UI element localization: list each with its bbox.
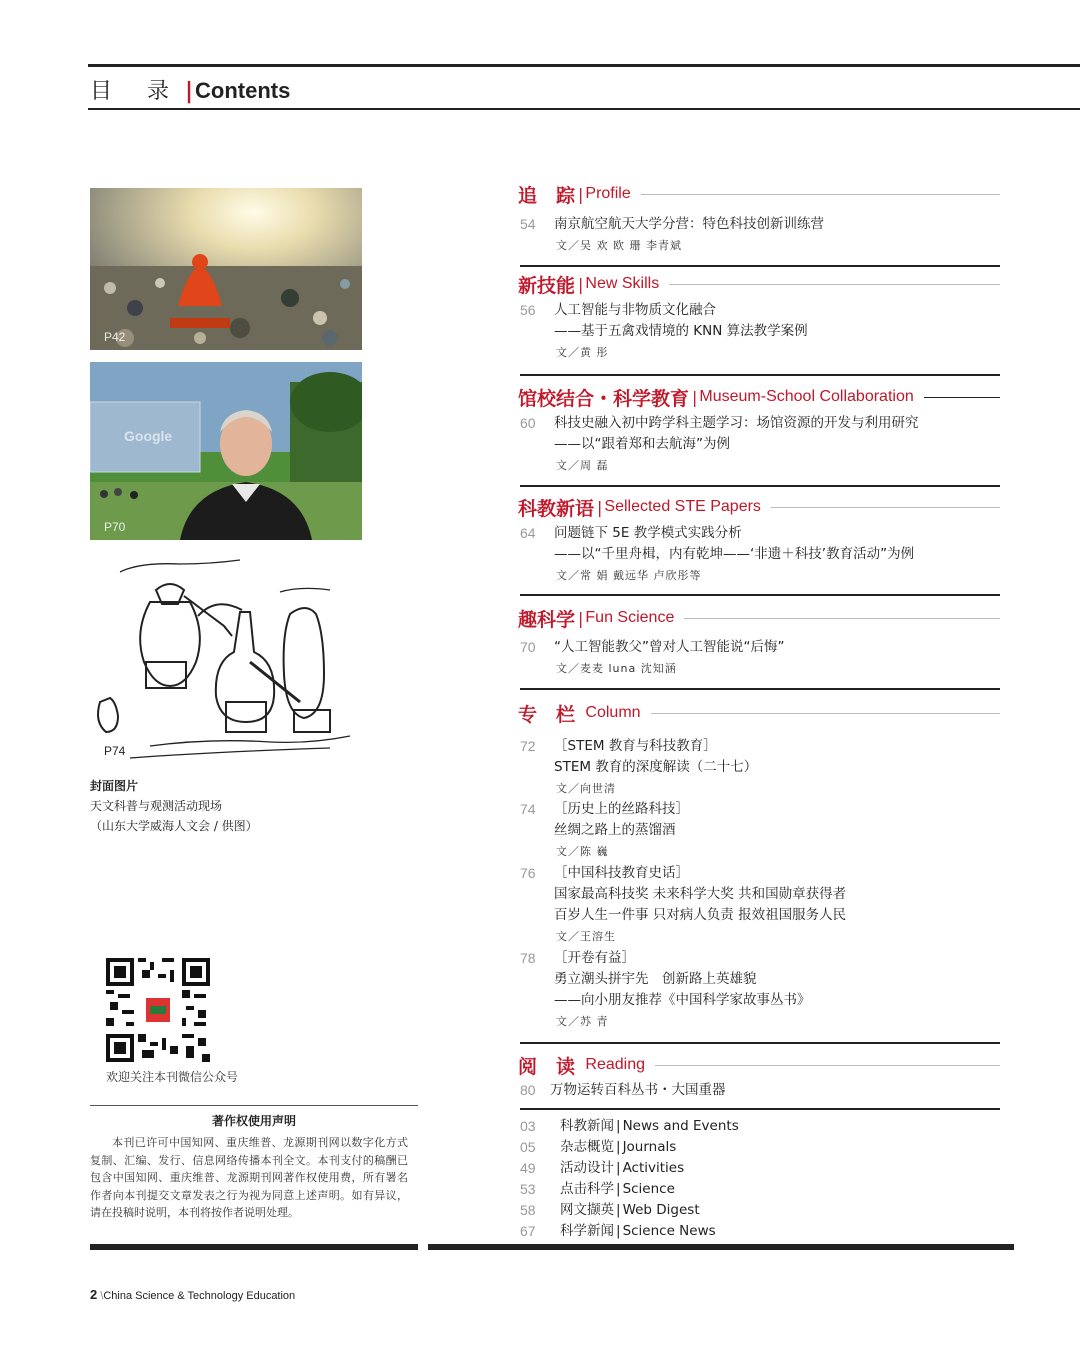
section-cn: 科教新语 <box>518 497 595 520</box>
qr-caption: 欢迎关注本刊微信公众号 <box>106 1070 239 1084</box>
cover-caption <box>90 776 258 836</box>
section-en: Column <box>585 704 641 721</box>
entry-title: “人工智能教父”曾对人工智能说“后悔” <box>554 639 785 655</box>
section-cn: 趣科学 <box>518 608 576 631</box>
bottom-rule-right <box>428 1244 1014 1250</box>
section-rule <box>520 374 1000 376</box>
dept-en: Science News <box>622 1223 716 1239</box>
dept-en: Activities <box>622 1160 685 1176</box>
top-rule <box>88 64 1080 67</box>
entry-subtitle-2: 百岁人生一件事 只对病人负责 报效祖国服务人民 <box>554 907 847 923</box>
page-number: 78 <box>520 950 536 966</box>
section-rule <box>520 1108 1000 1110</box>
section-cn: 馆校结合・科学教育 <box>518 387 690 410</box>
section-profile: 追 踪 | Profile <box>518 181 1000 207</box>
header-rule <box>88 108 1080 110</box>
entry-subtitle: 丝绸之路上的蒸馏酒 <box>554 822 676 838</box>
sign-text: Google <box>124 428 173 444</box>
entry-subtitle: 勇立潮头拼宇先 创新路上英雄貌 <box>554 971 757 987</box>
page-number: 67 <box>520 1223 536 1239</box>
section-ste-papers: 科教新语 | Sellected STE Papers <box>518 494 1000 520</box>
section-rule <box>520 265 1000 267</box>
entry-subtitle: STEM 教育的深度解读（二十七） <box>554 759 758 775</box>
illustration-distillation <box>90 552 362 770</box>
toc-entry[interactable] <box>520 523 1000 586</box>
dept-en: Journals <box>622 1139 677 1155</box>
section-en: New Skills <box>585 275 660 292</box>
dept-item[interactable]: 58 网文撷英 | Web Digest <box>520 1200 1000 1221</box>
section-new-skills: 新技能 | New Skills <box>518 271 1000 297</box>
section-rule <box>520 594 1000 596</box>
footer-journal: China Science & Technology Education <box>103 1290 296 1302</box>
entry-author: 文／陈 巍 <box>556 845 609 858</box>
toc-entry[interactable] <box>520 413 1000 476</box>
entry-title: ［历史上的丝路科技］ <box>554 801 689 817</box>
page-number: 72 <box>520 738 536 754</box>
section-museum-school: 馆校结合・科学教育 | Museum-School Collaboration <box>518 384 1000 410</box>
dept-en: Science <box>622 1181 675 1197</box>
dept-cn: 网文撷英 <box>560 1202 614 1218</box>
dept-cn: 活动设计 <box>560 1160 614 1176</box>
cover-line1: 天文科普与观测活动现场 <box>90 799 223 813</box>
dept-cn: 点击科学 <box>560 1181 614 1197</box>
header-title-en: Contents <box>195 78 291 103</box>
dept-en: Web Digest <box>622 1202 700 1218</box>
photo-tag-p70: P70 <box>104 520 126 534</box>
page-number: 60 <box>520 415 536 431</box>
entry-author: 文／常 娟 戴远华 卢欣彤等 <box>556 569 702 582</box>
footer-page-number: 2 <box>90 1287 98 1302</box>
page-number: 03 <box>520 1118 536 1134</box>
bottom-rule-left <box>90 1244 418 1250</box>
dept-item[interactable]: 49 活动设计 | Activities <box>520 1158 1000 1179</box>
entry-title: ［中国科技教育史话］ <box>554 865 689 881</box>
entry-subtitle: 国家最高科技奖 未来科学大奖 共和国勋章获得者 <box>554 886 847 902</box>
toc-entry[interactable] <box>520 863 1000 947</box>
dept-item[interactable]: 53 点击科学 | Science <box>520 1179 1000 1200</box>
toc-entry[interactable] <box>520 736 1000 799</box>
dept-item[interactable]: 67 科学新闻 | Science News <box>520 1221 1000 1242</box>
section-en: Sellected STE Papers <box>604 498 761 515</box>
dept-item[interactable]: 05 杂志概览 | Journals <box>520 1137 1000 1158</box>
entry-author: 文／苏 青 <box>556 1015 609 1028</box>
page-footer: 2 \China Science & Technology Education <box>90 1287 296 1302</box>
page-number: 58 <box>520 1202 536 1218</box>
page-header <box>90 74 290 105</box>
page-number: 54 <box>520 216 536 232</box>
section-cn: 追 踪 <box>518 184 576 207</box>
entry-author: 文／向世清 <box>556 782 616 795</box>
section-fun-science: 趣科学 | Fun Science <box>518 605 1000 631</box>
cover-heading: 封面图片 <box>90 779 139 793</box>
header-title-cn: 目 录 <box>90 79 183 104</box>
section-en: Fun Science <box>585 609 675 626</box>
page-number: 64 <box>520 525 536 541</box>
page-number: 05 <box>520 1139 536 1155</box>
page-number: 56 <box>520 302 536 318</box>
entry-title: ［开卷有益］ <box>554 950 635 966</box>
entry-author: 文／黄 彤 <box>556 346 609 359</box>
section-reading <box>518 1052 1000 1078</box>
entry-author: 文／王溶生 <box>556 930 616 943</box>
page-number: 49 <box>520 1160 536 1176</box>
header-divider: | <box>185 79 194 104</box>
entry-title: ［STEM 教育与科技教育］ <box>554 738 717 754</box>
photo-portrait <box>90 362 362 540</box>
dept-cn: 科学新闻 <box>560 1223 614 1239</box>
dept-en: News and Events <box>622 1118 739 1134</box>
photo-tag-p74: P74 <box>104 744 126 758</box>
entry-subtitle: ——以“千里舟楫，内有乾坤——‘非遗＋科技’教育活动”为例 <box>554 546 915 562</box>
entry-title: 问题链下 5E 教学模式实践分析 <box>554 525 742 541</box>
page-number: 74 <box>520 801 536 817</box>
entry-title: 万物运转百科丛书・大国重器 <box>550 1082 726 1098</box>
section-en: Profile <box>585 185 631 202</box>
section-cn: 新技能 <box>518 274 576 297</box>
toc-entry[interactable] <box>520 1080 1000 1101</box>
entry-subtitle: ——基于五禽戏情境的 KNN 算法教学案例 <box>554 323 808 339</box>
entry-author: 文／周 磊 <box>556 459 609 472</box>
entry-title: 科技史融入初中跨学科主题学习：场馆资源的开发与利用研究 <box>554 415 919 431</box>
page-number: 53 <box>520 1181 536 1197</box>
cover-line2: （山东大学威海人文会 / 供图） <box>90 819 258 833</box>
entry-author: 文／麦麦 luna 沈知涵 <box>556 662 677 675</box>
section-en: Reading <box>585 1056 646 1073</box>
photo-landfill <box>90 188 362 350</box>
dept-item[interactable]: 03 科教新闻 | News and Events <box>520 1116 1000 1137</box>
toc-entry[interactable] <box>520 300 1000 363</box>
toc-entry[interactable] <box>520 799 1000 862</box>
entry-subtitle-2: ——向小朋友推荐《中国科学家故事丛书》 <box>554 992 811 1008</box>
toc-entry[interactable] <box>520 214 1000 256</box>
entry-subtitle: ——以“跟着郑和去航海”为例 <box>554 436 730 452</box>
section-en: Museum-School Collaboration <box>699 388 914 405</box>
section-column <box>518 700 1000 726</box>
entry-author: 文／吴 欢 欧 珊 李青斌 <box>556 239 682 252</box>
copyright-rule <box>90 1105 418 1106</box>
toc-entry[interactable] <box>520 948 1000 1032</box>
section-rule <box>520 688 1000 690</box>
section-cn: 专 栏 <box>518 703 576 726</box>
toc-entry[interactable] <box>520 637 1000 679</box>
page-number: 70 <box>520 639 536 655</box>
qr-code[interactable] <box>106 958 210 1062</box>
section-rule <box>520 1042 1000 1044</box>
entry-title: 人工智能与非物质文化融合 <box>554 302 716 318</box>
page-number: 76 <box>520 865 536 881</box>
page-number: 80 <box>520 1082 536 1098</box>
copyright-heading: 著作权使用声明 <box>211 1114 296 1128</box>
entry-title: 南京航空航天大学分营：特色科技创新训练营 <box>554 216 824 232</box>
section-rule <box>520 485 1000 487</box>
copyright-body: 本刊已许可中国知网、重庆维普、龙源期刊网以数字化方式复制、汇编、发行、信息网络传播本刊全文。本刊支付的稿酬已包含中国知网、重庆维普、龙源期刊网著作权使用费，所有署名作者向本刊提交文章发表之行为视为同意上述声明。如有异议，请在投稿时说明，本刊将按作者说明处理。 <box>90 1136 408 1219</box>
section-cn: 阅 读 <box>518 1055 576 1078</box>
photo-tag-p42: P42 <box>104 330 126 344</box>
dept-cn: 科教新闻 <box>560 1118 614 1134</box>
dept-cn: 杂志概览 <box>560 1139 614 1155</box>
